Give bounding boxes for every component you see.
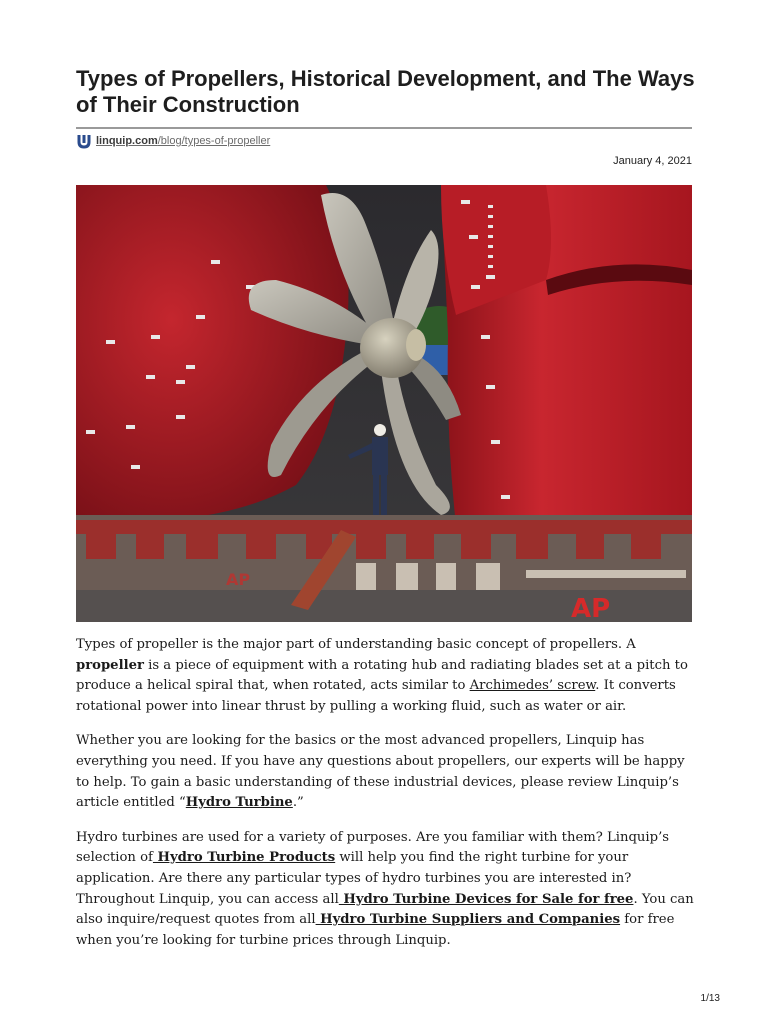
text-span: .” <box>292 795 304 811</box>
propeller-dry-dock-photo <box>76 185 692 622</box>
hero-image-propeller <box>76 185 692 622</box>
paragraph-1 <box>76 635 696 717</box>
paragraph-3 <box>76 828 696 952</box>
source-link[interactable] <box>96 135 270 147</box>
link-hydro-turbine[interactable]: Hydro Turbine <box>185 795 293 811</box>
link-hydro-turbine-products[interactable]: Hydro Turbine Products <box>152 850 336 866</box>
source-line <box>76 133 270 149</box>
text-span: for free when you’re looking for turbine prices through Linquip. <box>76 912 675 948</box>
text-span: Hydro turbines are used for a variety of purposes. Are you familiar with them? Linquip’s selection of <box>76 829 670 866</box>
source-path: /blog/types-of-propeller <box>157 135 271 147</box>
link-hydro-turbine-suppliers[interactable]: Hydro Turbine Suppliers and Companies <box>315 912 621 928</box>
article-body <box>76 635 696 965</box>
text-span: will help you find the right turbine for your application. Are there any particular types of hydro turbines you are interested in? Throughout Linquip, you can access all <box>76 850 632 907</box>
title-divider <box>76 127 692 129</box>
text-span: . It converts rotational power into linear thrust by pulling a working fluid, such as water or air. <box>76 678 676 714</box>
svg-text:AP: AP <box>571 594 611 622</box>
text-span: Whether you are looking for the basics or the most advanced propellers, Linquip has everything you need. If you have any questions about propellers, our experts will be happy to help. To gain a basic understanding of these industrial devices, please review Linquip’s article entitled “ <box>76 733 685 811</box>
article-title: Types of Propellers, Historical Development, and The Ways of Their Construction <box>76 66 695 117</box>
text-span: . You can also inquire/request quotes from all <box>76 891 694 928</box>
source-domain: linquip.com <box>96 135 158 147</box>
bold-term: propeller <box>76 657 144 673</box>
text-span: is a piece of equipment with a rotating hub and radiating blades set at a pitch to produce a helical spiral that, when rotated, acts similar to <box>76 657 688 694</box>
text-span: Types of propeller is the major part of understanding basic concept of propellers. A <box>76 637 636 652</box>
publish-date: January 4, 2021 <box>613 155 692 167</box>
link-archimedes-screw[interactable]: Archimedes’ screw <box>469 678 596 694</box>
link-hydro-turbine-devices[interactable]: Hydro Turbine Devices for Sale for free <box>338 891 634 907</box>
page-number: 1/13 <box>700 993 720 1004</box>
paragraph-2 <box>76 731 696 813</box>
linquip-logo-icon <box>76 133 92 149</box>
svg-text:AP: AP <box>226 570 251 589</box>
